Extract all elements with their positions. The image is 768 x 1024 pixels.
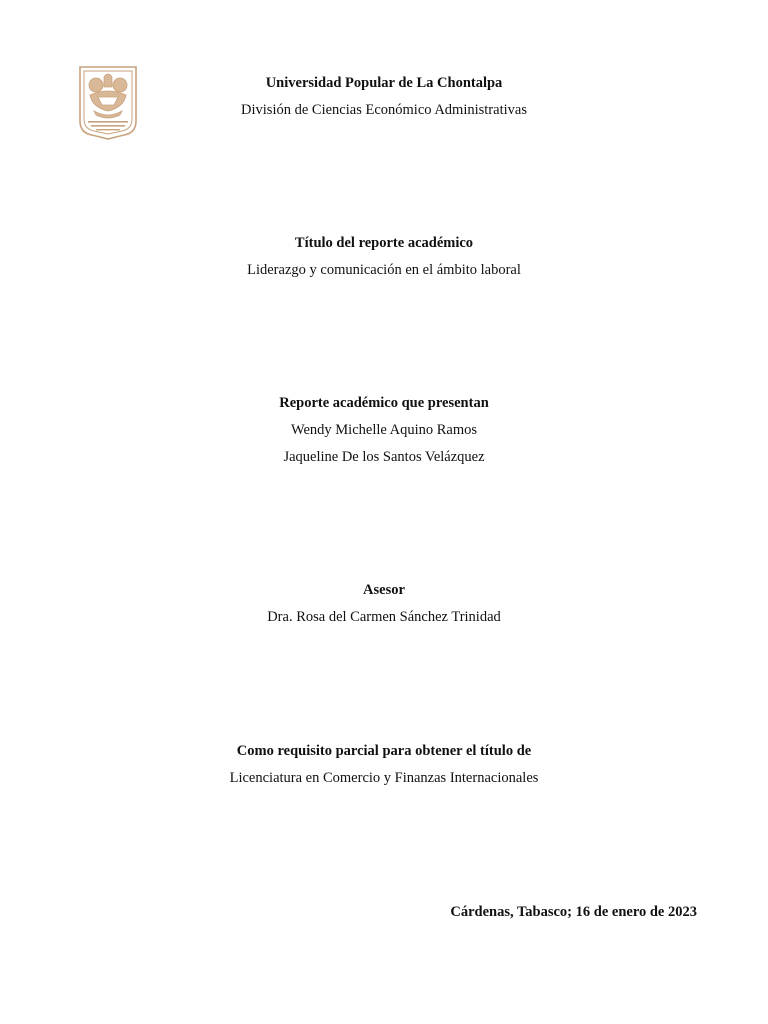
advisor-block (0, 577, 768, 631)
university-name: Universidad Popular de La Chontalpa (265, 75, 503, 91)
division-name: División de Ciencias Económico Administrativas (241, 102, 527, 118)
degree-heading: Como requisito parcial para obtener el título de (236, 743, 532, 759)
authors-heading: Reporte académico que presentan (279, 395, 489, 411)
degree-block (0, 738, 768, 792)
authors-block (0, 390, 768, 471)
report-title: Liderazgo y comunicación en el ámbito laboral (247, 262, 521, 278)
title-block (0, 230, 768, 284)
advisor-heading: Asesor (363, 582, 405, 598)
place-date: Cárdenas, Tabasco; 16 de enero de 2023 (450, 904, 697, 920)
advisor-name: Dra. Rosa del Carmen Sánchez Trinidad (267, 609, 501, 625)
header-block (0, 70, 768, 124)
title-heading: Título del reporte académico (294, 235, 474, 251)
author-name: Jaqueline De los Santos Velázquez (283, 449, 485, 465)
degree-name: Licenciatura en Comercio y Finanzas Internacionales (229, 770, 539, 786)
author-name: Wendy Michelle Aquino Ramos (290, 422, 478, 438)
